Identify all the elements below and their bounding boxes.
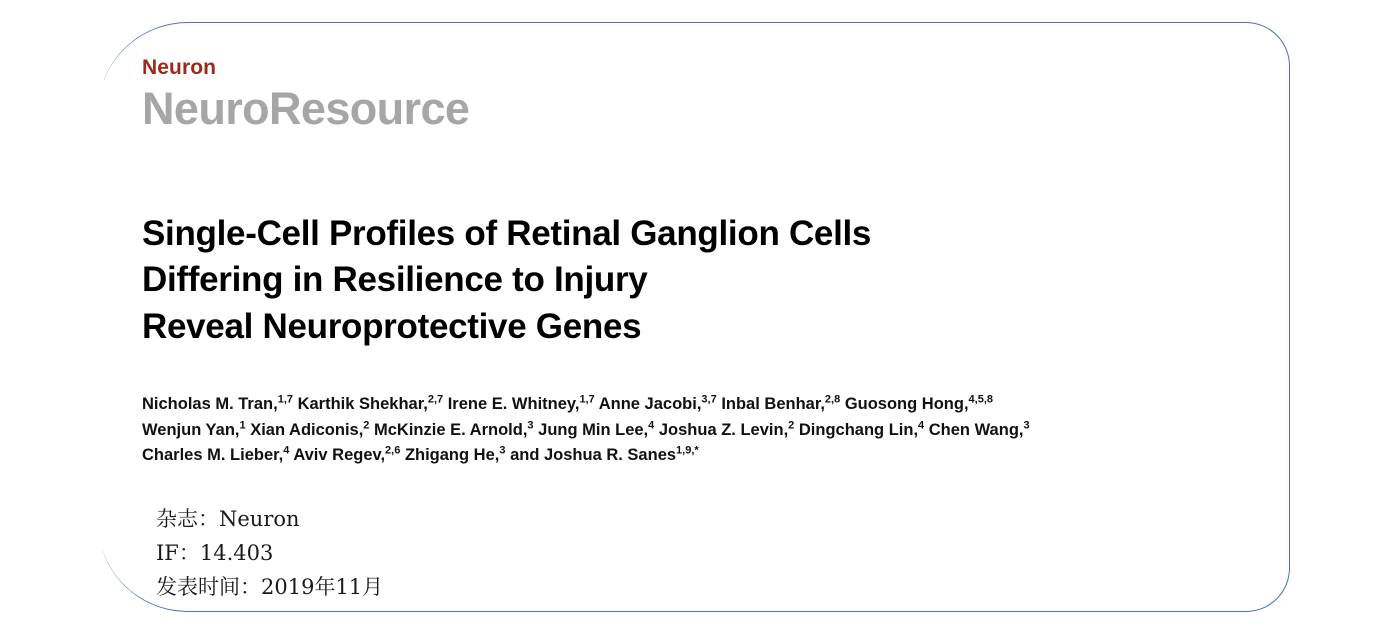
author-line-2 [142, 418, 1262, 443]
author-affiliation-marker: 3 [527, 419, 534, 432]
author-name: and Joshua R. Sanes [510, 445, 677, 464]
meta-impact-factor: IF：14.403 [156, 540, 274, 565]
author-name: Chen Wang, [928, 420, 1024, 439]
author-name: Nicholas M. Tran, [142, 395, 278, 414]
author-line-3 [142, 443, 1262, 468]
author-affiliation-marker: 4 [283, 444, 290, 457]
author-affiliation-marker: 1,7 [277, 393, 293, 406]
author-name: Jung Min Lee, [538, 420, 649, 439]
author-affiliation-marker: 2 [363, 419, 370, 432]
author-affiliation-marker: 1,7 [579, 393, 595, 406]
author-list [142, 392, 1262, 467]
title-line-3: Reveal Neuroprotective Genes [142, 306, 642, 346]
author-affiliation-marker: 2,8 [824, 393, 841, 406]
author-affiliation-marker: 2 [788, 419, 795, 432]
meta-publication-date: 发表时间：2019年11月 [156, 574, 384, 599]
article-type: NeuroResource [142, 83, 470, 135]
frame-left-opening [90, 80, 110, 550]
author-name: Dingchang Lin, [798, 420, 919, 439]
author-affiliation-marker: 1,9,* [676, 444, 699, 457]
author-name: Charles M. Lieber, [142, 445, 284, 464]
author-name: Aviv Regev, [293, 445, 386, 464]
author-name: Irene E. Whitney, [447, 395, 580, 414]
publication-meta [156, 502, 1262, 604]
title-line-2: Differing in Resilience to Injury [142, 260, 648, 300]
author-affiliation-marker: 2,6 [385, 444, 401, 457]
author-affiliation-marker: 1 [239, 419, 246, 432]
author-affiliation-marker: 4,5,8 [968, 393, 994, 406]
author-affiliation-marker: 3 [499, 444, 506, 457]
author-name: Xian Adiconis, [250, 420, 364, 439]
slide-content [142, 56, 1262, 604]
author-line-1 [142, 392, 1262, 417]
author-name: Guosong Hong, [844, 395, 969, 414]
author-affiliation-marker: 3 [1023, 419, 1030, 432]
author-affiliation-marker: 2,7 [427, 393, 444, 406]
author-name: Wenjun Yan, [142, 420, 240, 439]
author-name: Inbal Benhar, [721, 395, 825, 414]
journal-name: Neuron [142, 56, 217, 79]
meta-journal: 杂志：Neuron [156, 506, 300, 531]
author-affiliation-marker: 4 [918, 419, 925, 432]
author-name: McKinzie E. Arnold, [374, 420, 528, 439]
author-name: Anne Jacobi, [598, 395, 702, 414]
author-name: Zhigang He, [404, 445, 500, 464]
author-affiliation-marker: 4 [648, 419, 655, 432]
page-title [142, 211, 1262, 351]
author-name: Joshua Z. Levin, [658, 420, 789, 439]
author-name: Karthik Shekhar, [297, 395, 428, 414]
author-affiliation-marker: 3,7 [701, 393, 717, 406]
title-line-1: Single-Cell Profiles of Retinal Ganglion Cells [142, 213, 872, 253]
